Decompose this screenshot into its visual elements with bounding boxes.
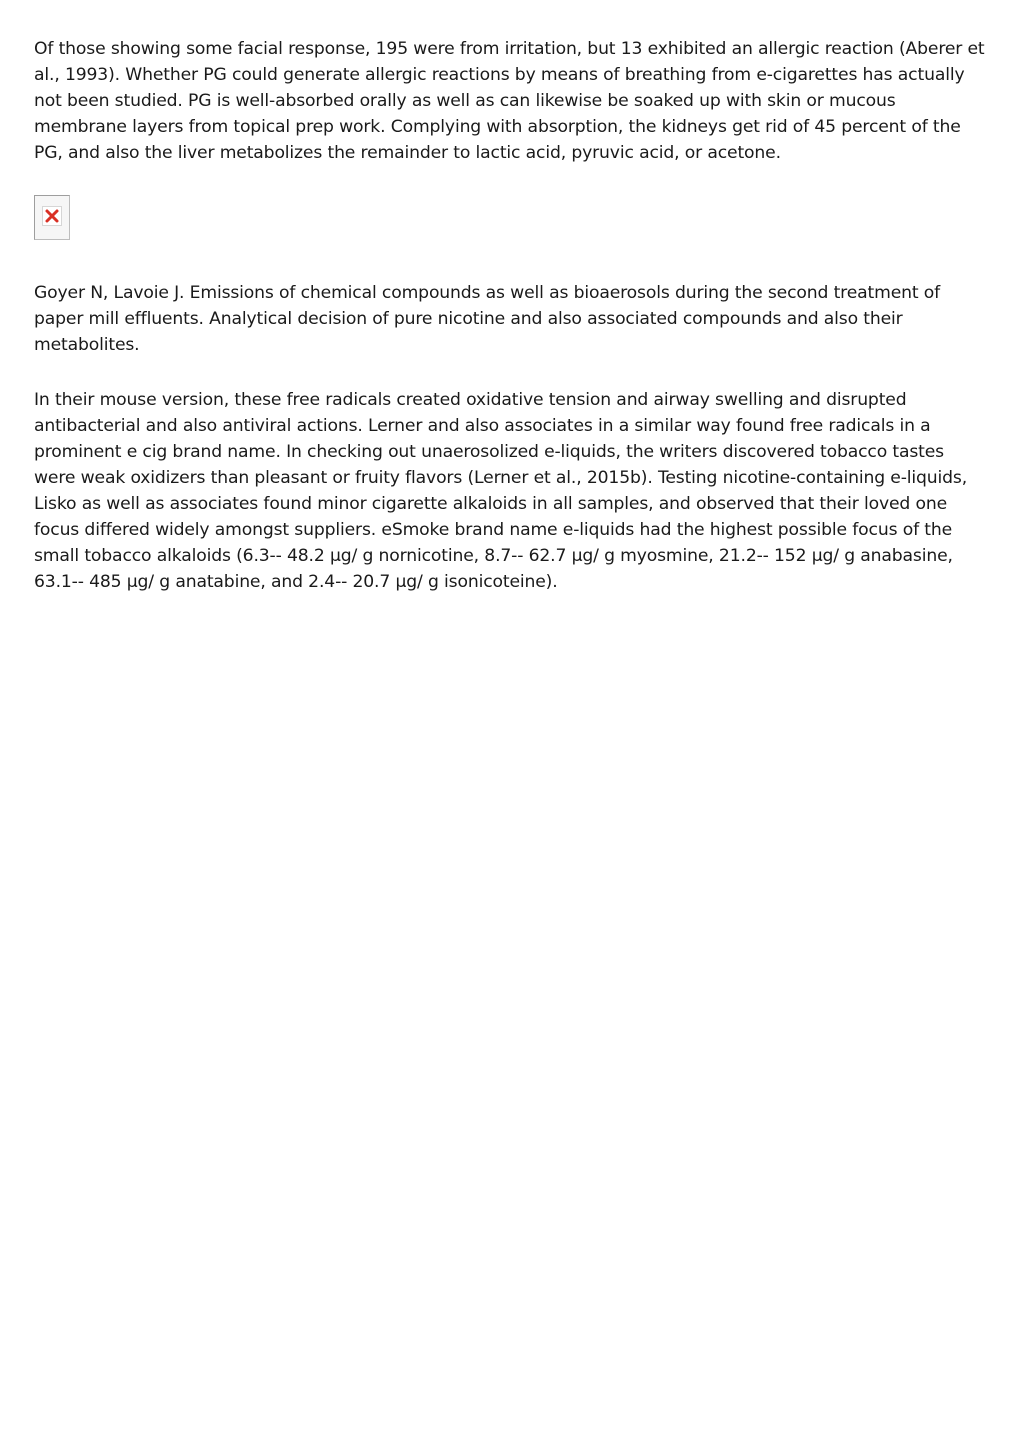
paragraph-2: Goyer N, Lavoie J. Emissions of chemical compounds as well as bioaerosols during the second treatment of paper mill effluents. Analytical decision of pure nicotine and also associated compounds and also their metabolites. (34, 283, 941, 355)
broken-image-icon (42, 206, 62, 226)
broken-image-placeholder (34, 195, 70, 240)
paragraph-3: In their mouse version, these free radicals created oxidative tension and airway swelling and disrupted antibacterial and also antiviral actions. Lerner and also associates in a similar way found free radicals in a prominent e cig brand name. In checking out unaerosolized e-liquids, the writers discovered tobacco tastes were weak oxidizers than pleasant or fruity flavors (Lerner et al., 2015b). Testing nicotine-containing e-liquids, Lisko as well as associates found minor cigarette alkaloids in all samples, and observed that their loved one focus differed widely amongst suppliers. eSmoke brand name e-liquids had the highest possible focus of the small tobacco alkaloids (6.3-- 48.2 μg/ g nornicotine, 8.7-- 62.7 μg/ g myosmine, 21.2-- 152 μg/ g anabasine, 63.1-- 485 μg/ g anatabine, and 2.4-- 20.7 μg/ g isonicoteine). (34, 390, 968, 592)
document-page (34, 36, 986, 595)
paragraph-1: Of those showing some facial response, 195 were from irritation, but 13 exhibited an allergic reaction (Aberer et al., 1993). Whether PG could generate allergic reactions by means of breathing from e-cigarettes has actually not been studied. PG is well-absorbed orally as well as can likewise be soaked up with skin or mucous membrane layers from topical prep work. Complying with absorption, the kidneys get rid of 45 percent of the PG, and also the liver metabolizes the remainder to lactic acid, pyruvic acid, or acetone. (34, 39, 985, 163)
